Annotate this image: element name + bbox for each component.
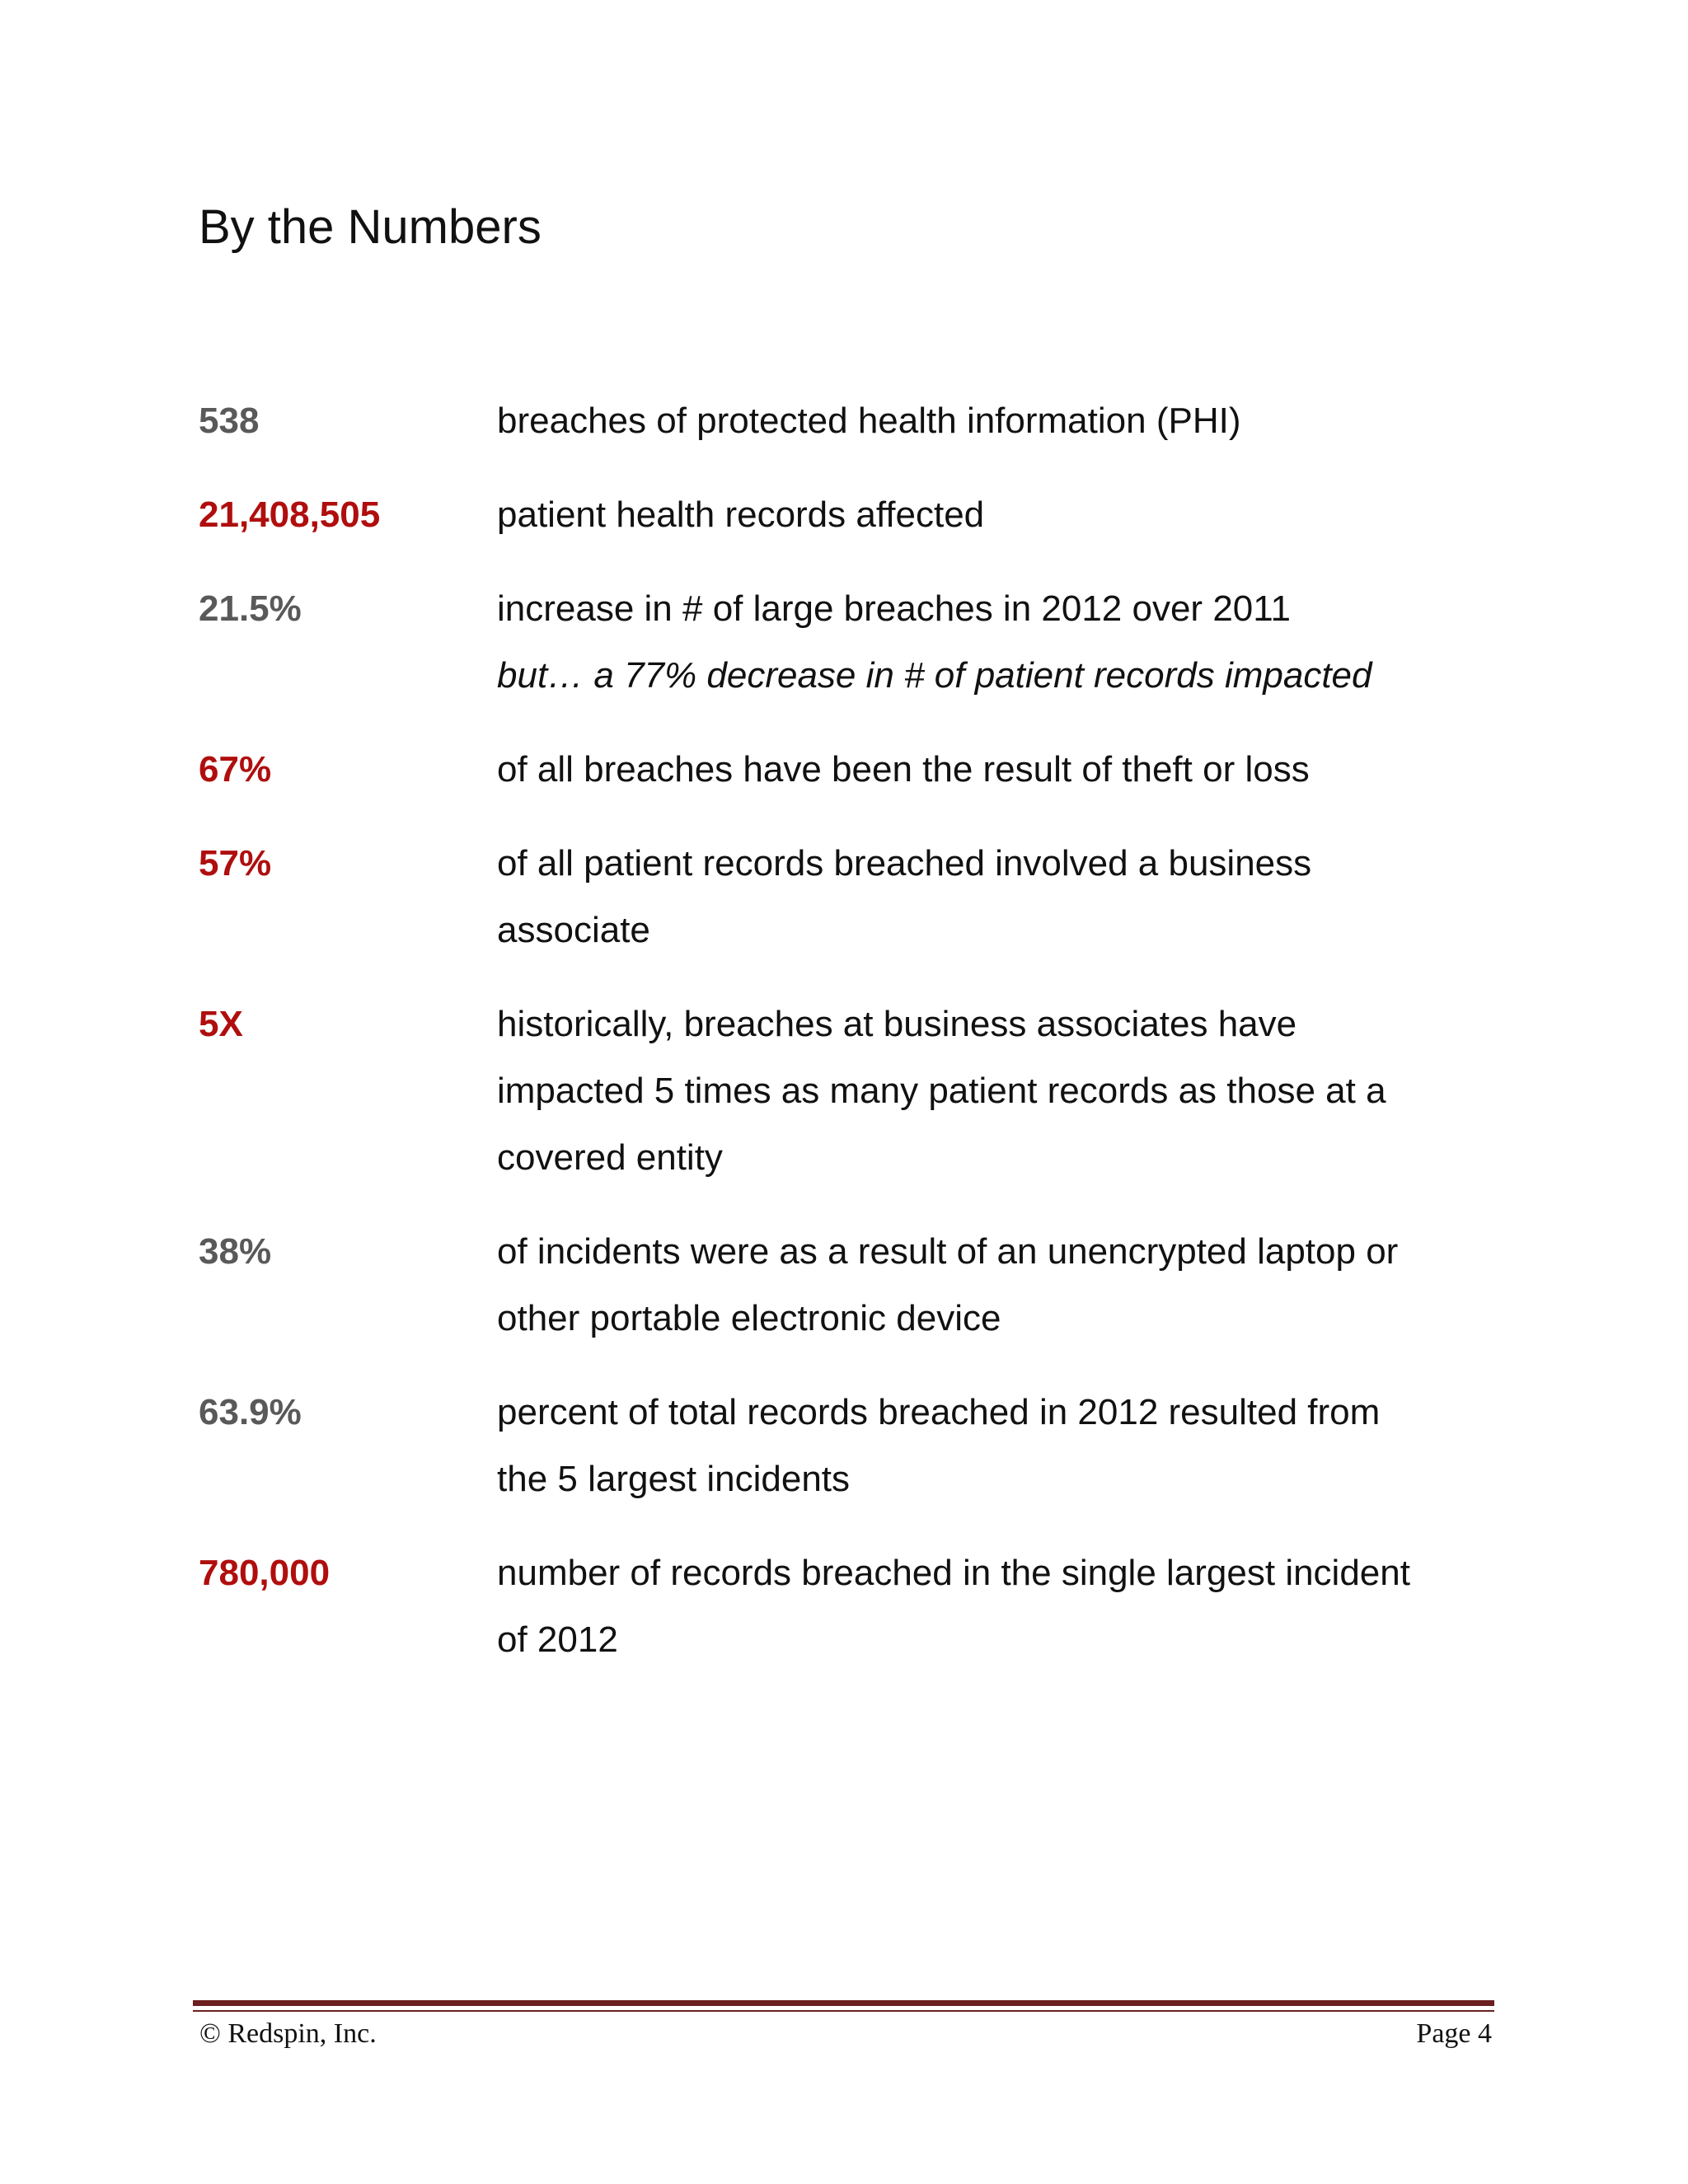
stat-description-line: number of records breached in the single largest incident xyxy=(497,1553,1410,1593)
stat-description-line: associate xyxy=(497,910,650,950)
stat-row xyxy=(199,1540,1501,1673)
stat-description-line: patient health records affected xyxy=(497,494,985,535)
stat-description-line: impacted 5 times as many patient records as those at a xyxy=(497,1071,1386,1111)
stat-description xyxy=(497,575,1501,709)
stat-value: 21.5% xyxy=(199,588,302,629)
stat-row xyxy=(199,830,1501,963)
stat-description-italic-line: but… a 77% decrease in # of patient records impacted xyxy=(497,655,1372,696)
stat-value: 63.9% xyxy=(199,1392,302,1432)
stat-value: 5X xyxy=(199,1004,243,1044)
stat-value: 21,408,505 xyxy=(199,494,381,535)
stat-description xyxy=(497,481,1501,548)
footer-page-number: Page 4 xyxy=(1416,2018,1492,2049)
stat-row xyxy=(199,736,1501,803)
stat-description-line: of all patient records breached involved a business xyxy=(497,843,1312,883)
stat-value: 57% xyxy=(199,843,272,883)
stat-row xyxy=(199,387,1501,454)
stat-description xyxy=(497,1218,1501,1352)
stat-description-line: of 2012 xyxy=(497,1619,618,1660)
stat-description-line: increase in # of large breaches in 2012 over 2011 xyxy=(497,588,1291,629)
stat-value: 67% xyxy=(199,749,272,790)
footer-divider xyxy=(193,2000,1494,2006)
stat-description-line: of all breaches have been the result of theft or loss xyxy=(497,749,1310,790)
stat-row xyxy=(199,991,1501,1191)
stat-description-line: percent of total records breached in 2012 resulted from xyxy=(497,1392,1381,1432)
page-title: By the Numbers xyxy=(199,200,542,254)
stat-description-line: other portable electronic device xyxy=(497,1298,1001,1338)
footer-divider-thin xyxy=(193,2010,1494,2012)
stat-description xyxy=(497,736,1501,803)
stat-value: 38% xyxy=(199,1231,272,1272)
stat-description xyxy=(497,1379,1501,1512)
stat-description-line: of incidents were as a result of an unencrypted laptop or xyxy=(497,1231,1399,1272)
stat-description-line: breaches of protected health information (PHI) xyxy=(497,401,1241,441)
stat-row xyxy=(199,481,1501,548)
stats-list xyxy=(199,387,1501,1700)
stat-description xyxy=(497,830,1501,963)
stat-description xyxy=(497,991,1501,1191)
stat-description xyxy=(497,387,1501,454)
stat-description-line: covered entity xyxy=(497,1137,723,1178)
stat-description xyxy=(497,1540,1501,1673)
footer-copyright: © Redspin, Inc. xyxy=(199,2018,377,2049)
stat-row xyxy=(199,1218,1501,1352)
stat-row xyxy=(199,1379,1501,1512)
stat-value: 780,000 xyxy=(199,1553,331,1593)
stat-description-line: historically, breaches at business associates have xyxy=(497,1004,1297,1044)
stat-description-line: the 5 largest incidents xyxy=(497,1459,851,1499)
stat-row xyxy=(199,575,1501,709)
stat-value: 538 xyxy=(199,401,260,441)
